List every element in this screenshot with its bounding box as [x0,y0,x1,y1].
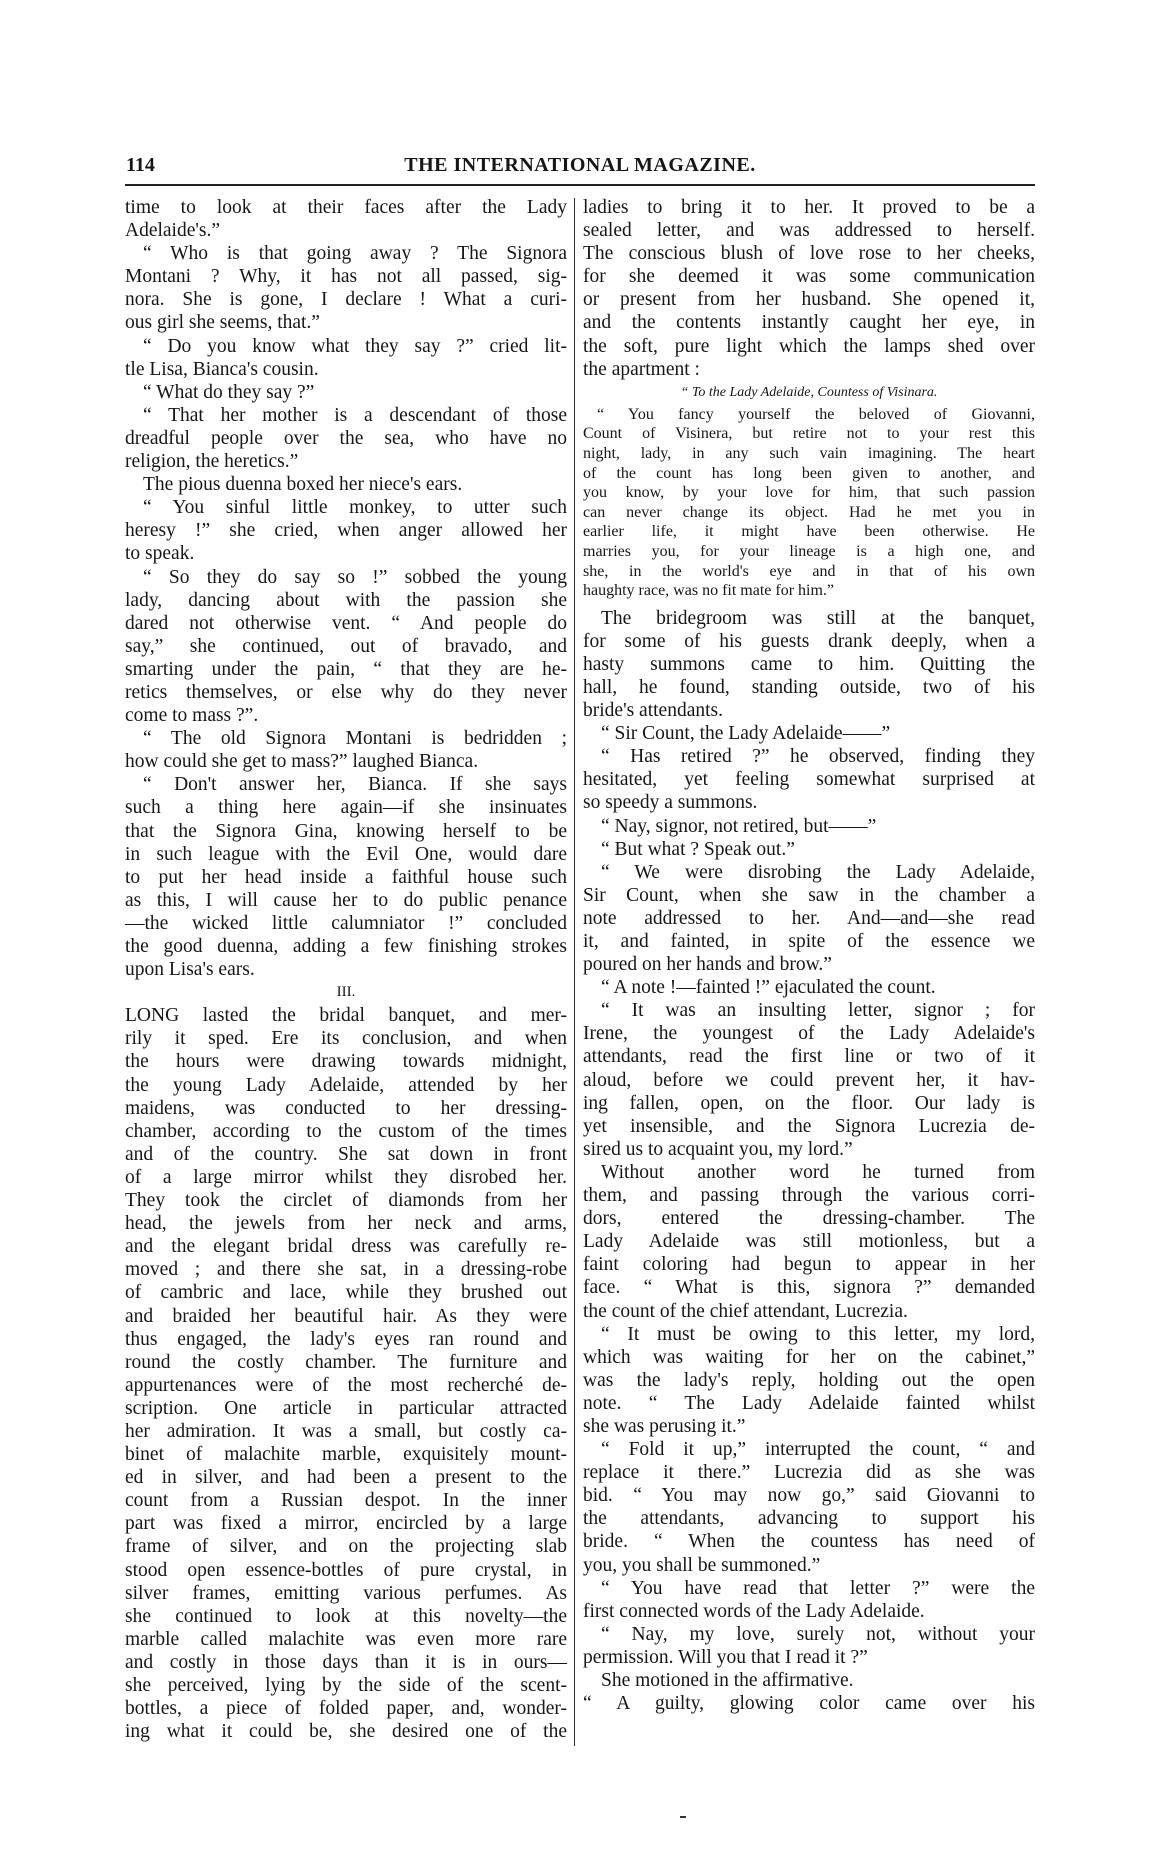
text-line: dors, entered the dressing-chamber. The [583,1208,1035,1230]
text-line: count from a Russian despot. In the inner [125,1490,567,1512]
paragraph [125,242,567,334]
text-line: bid. “ You may now go,” said Giovanni to [583,1485,1035,1507]
text-line: part was fixed a mirror, encircled by a large [125,1513,567,1535]
text-line: the apartment : [583,358,700,380]
text-line: heresy !” she cried, when anger allowed her [125,520,567,542]
text-line: scription. One article in particular attracted [125,1397,567,1419]
text-line: rily it sped. Ere its conclusion, and when [125,1028,567,1050]
text-line: ing what it could be, she desired one of the [125,1721,567,1743]
text-line: it, and fainted, in spite of the essence we [583,931,1035,952]
paragraph [125,773,567,981]
text-line: first connected words of the Lady Adelaide. [583,1600,925,1622]
text-line: and the elegant bridal dress was carefully re- [125,1236,567,1258]
text-line: and braided her beautiful hair. As they were [125,1305,567,1327]
page-number: 114 [126,154,155,176]
paragraph [583,196,1035,381]
text-line: face. “ What is this, signora ?” demanded [583,1277,1035,1299]
text-line: “ A guilty, glowing color came over his [583,1693,1035,1715]
paragraph [583,1669,1035,1692]
text-line: she, in the world's eye and in that of his own [583,562,1035,580]
text-line: ous girl she seems, that.” [125,312,320,334]
text-line: attendants, read the first line or two of it [583,1046,1035,1068]
text-line: faint coloring had begun to appear in her [583,1254,1035,1276]
text-line: nora. She is gone, I declare ! What a curi- [125,289,567,311]
text-line: frame of silver, and on the projecting slab [125,1536,567,1558]
text-line: to speak. [125,543,195,565]
text-line: thus engaged, the lady's eyes ran round and [125,1328,567,1350]
text-line: ed in silver, and had been a present to the [125,1467,567,1489]
paragraph [583,722,1035,745]
text-line: “ What do they say ?” [143,381,315,403]
text-line: “ Has retired ?” he observed, finding they [601,746,1035,768]
text-line: hasty summons came to him. Quitting the [583,653,1035,675]
text-line: marble called malachite was even more rare [125,1628,567,1650]
text-line: bottles, a piece of folded paper, and, wonder- [125,1698,567,1720]
text-line: in such league with the Evil One, would dare [125,843,567,865]
text-line: “ Do you know what they say ?” cried lit- [143,335,567,357]
text-line: chamber, according to the custom of the times [125,1120,567,1142]
text-line: Without another word he turned from [601,1161,1035,1183]
text-line: The bridegroom was still at the banquet, [601,607,1035,629]
text-line: as this, I will cause her to do public penance [125,889,567,911]
text-line: ing fallen, open, on the floor. Our lady is [583,1092,1035,1114]
text-line: “ Nay, my love, surely not, without your [601,1623,1035,1645]
text-line: The conscious blush of love rose to her cheeks, [583,243,1035,265]
text-line: retics themselves, or else why do they never [125,681,567,703]
paragraph [125,473,567,496]
text-line: come to mass ?”. [125,705,259,727]
text-line: marries you, for your lineage is a high one, and [583,542,1035,560]
paragraph [583,607,1035,722]
text-line: Count of Visinera, but retire not to your rest this [583,425,1035,443]
text-line: Lady Adelaide was still motionless, but a [583,1231,1035,1253]
text-line: “ But what ? Speak out.” [601,838,795,860]
text-line: can never change its object. Had he met you in [583,503,1035,521]
text-line: tle Lisa, Bianca's cousin. [125,358,319,380]
text-line: “ It was an insulting letter, signor ; for [601,1000,1035,1022]
text-line: she perceived, lying by the side of the scent- [125,1675,567,1696]
paragraph [583,1623,1035,1669]
text-line: They took the circlet of diamonds from her [125,1190,567,1212]
text-line: “ A note !—fainted !” ejaculated the count. [601,977,936,999]
text-line: “ So they do say so !” sobbed the young [143,566,567,588]
text-line: maidens, was conducted to her dressing- [125,1097,567,1119]
text-line: hesitated, yet feeling somewhat surprised at [583,769,1035,791]
text-line: or present from her husband. She opened it, [583,289,1035,311]
text-line: the hours were drawing towards midnight, [125,1051,567,1073]
text-line: note. “ The Lady Adelaide fainted whilst [583,1392,1035,1414]
text-line: “ You sinful little monkey, to utter such [143,497,567,519]
text-line: Irene, the youngest of the Lady Adelaide's [583,1023,1035,1045]
text-line: binet of malachite marble, exquisitely mount- [125,1444,567,1466]
paragraph [125,404,567,473]
text-line: how could she get to mass?” laughed Bianca. [125,751,479,773]
paragraph [583,1692,1035,1715]
paragraph [583,861,1035,976]
text-line: “ We were disrobing the Lady Adelaide, [601,861,1035,883]
text-line: bride. “ When the countess has need of [583,1531,1035,1553]
text-line: time to look at their faces after the Lady [125,197,567,218]
text-line: she was perusing it.” [583,1415,746,1437]
text-line: the soft, pure light which the lamps shed over [583,335,1035,357]
text-line: note addressed to her. And—and—she read [583,907,1035,929]
printer-mark [680,1816,686,1818]
paragraph [583,838,1035,861]
paragraph [583,1577,1035,1623]
text-line: dreadful people over the sea, who have no [125,427,567,449]
text-line: and of the country. She sat down in front [125,1143,567,1165]
text-line: The pious duenna boxed her niece's ears. [143,474,463,496]
text-line: which was waiting for her on the cabinet,” [583,1346,1035,1368]
text-line: her admiration. It was a small, but costly ca- [125,1420,567,1442]
text-line: haughty race, was no fit mate for him.” [583,582,835,600]
paragraph [125,496,567,565]
paragraph [125,727,567,773]
text-line: she continued to look at this novelty—the [125,1605,567,1627]
text-line: appurtenances were of the most recherché de- [125,1374,567,1396]
text-line: “ You fancy yourself the beloved of Giovanni, [597,405,1035,423]
text-line: “ Sir Count, the Lady Adelaide——” [601,723,891,745]
text-line: She motioned in the affirmative. [601,1670,854,1691]
text-line: sired us to acquaint you, my lord.” [583,1138,853,1160]
text-line: poured on her hands and brow.” [583,954,832,976]
paragraph [583,745,1035,814]
right-column [583,196,1035,1715]
text-line: III. [336,984,356,1001]
text-line: you know, by your love for him, that such passion [583,484,1035,502]
text-line: Adelaide's.” [125,220,221,242]
text-line: for some of his guests drank deeply, when a [583,630,1035,652]
text-line: the good duenna, adding a few finishing strokes [125,936,567,957]
text-line: “ Fold it up,” interrupted the count, “ and [601,1439,1035,1461]
header-rule [125,184,1035,186]
text-line: moved ; and there she sat, in a dressing-robe [125,1259,567,1281]
text-line: “ It must be owing to this letter, my lord, [601,1323,1035,1345]
text-line: “ To the Lady Adelaide, Countess of Visinara. [680,384,938,400]
paragraph [583,1323,1035,1438]
paragraph [583,999,1035,1161]
text-line: lady, dancing about with the passion she [125,589,567,611]
text-line: Montani ? Why, it has not all passed, sig- [125,266,567,288]
text-line: LONG lasted the bridal banquet, and mer- [125,1005,567,1027]
paragraph [125,196,567,242]
text-line: the count of the chief attendant, Lucrezia. [583,1300,908,1322]
text-line: dared not otherwise vent. “ And people do [125,612,567,634]
text-line: so speedy a summons. [583,792,758,814]
text-line: for she deemed it was some communication [583,266,1035,288]
text-line: of cambric and lace, while they brushed out [125,1282,567,1304]
paragraph [125,1004,567,1743]
text-line: “ Who is that going away ? The Signora [143,243,567,265]
text-line: “ You have read that letter ?” were the [601,1577,1035,1599]
text-line: and costly in those days than it is in ours— [125,1651,567,1673]
paragraph [125,381,567,404]
text-line: to put her head inside a faithful house such [125,866,567,888]
paragraph [583,815,1035,838]
text-line: upon Lisa's ears. [125,959,255,981]
letter-salutation [583,381,1035,405]
text-line: —the wicked little calumniator !” concluded [125,912,567,934]
paragraph [125,335,567,381]
column-divider [574,198,575,1746]
running-title: THE INTERNATIONAL MAGAZINE. [404,154,756,176]
text-line: the attendants, advancing to support his [583,1508,1035,1530]
text-line: earlier life, it might have been otherwise. He [583,523,1035,541]
text-line: say,” she continued, out of bravado, and [125,635,567,657]
text-line: permission. Will you that I read it ?” [583,1646,868,1668]
text-line: and the contents instantly caught her eye, in [583,312,1035,334]
text-line: such a thing here again—if she insinuates [125,797,567,819]
paragraph [125,566,567,728]
text-line: Sir Count, when she saw in the chamber a [583,884,1035,906]
paragraph [583,1161,1035,1323]
text-line: round the costly chamber. The furniture and [125,1351,567,1373]
paragraph [583,1438,1035,1577]
text-line: yet insensible, and the Signora Lucrezia de- [583,1115,1035,1137]
text-line: sealed letter, and was addressed to herself. [583,220,1035,242]
text-line: bride's attendants. [583,700,723,722]
text-line: replace it there.” Lucrezia did as she was [583,1462,1035,1484]
letter-text [583,405,1035,601]
text-line: of the count has long been given to another, and [583,464,1035,482]
text-line: head, the jewels from her neck and arms, [125,1213,567,1235]
text-line: “ Nay, signor, not retired, but——” [601,815,877,837]
text-line: you, you shall be summoned.” [583,1554,821,1576]
section-heading [125,981,567,1004]
text-line: stood open essence-bottles of pure crystal, in [125,1559,567,1581]
text-line: smarting under the pain, “ that they are he- [125,658,567,680]
text-line: them, and passing through the various corri- [583,1185,1035,1207]
text-line: hall, he found, standing outside, two of his [583,676,1035,698]
text-line: ladies to bring it to her. It proved to be a [583,197,1035,218]
text-line: of a large mirror whilst they disrobed her. [125,1166,567,1188]
left-column [125,196,567,1743]
paragraph [583,976,1035,999]
text-line: was the lady's reply, holding out the open [583,1369,1035,1391]
text-line: night, lady, in any such vain imagining. The heart [583,444,1035,462]
text-line: the young Lady Adelaide, attended by her [125,1074,567,1096]
text-line: “ The old Signora Montani is bedridden ; [143,728,567,750]
text-line: “ Don't answer her, Bianca. If she says [143,774,567,796]
text-line: that the Signora Gina, knowing herself to be [125,820,567,842]
text-line: aloud, before we could prevent her, it hav- [583,1069,1035,1091]
text-line: “ That her mother is a descendant of those [143,404,567,426]
text-line: silver frames, emitting various perfumes. As [125,1582,567,1604]
text-line: religion, the heretics.” [125,451,299,473]
